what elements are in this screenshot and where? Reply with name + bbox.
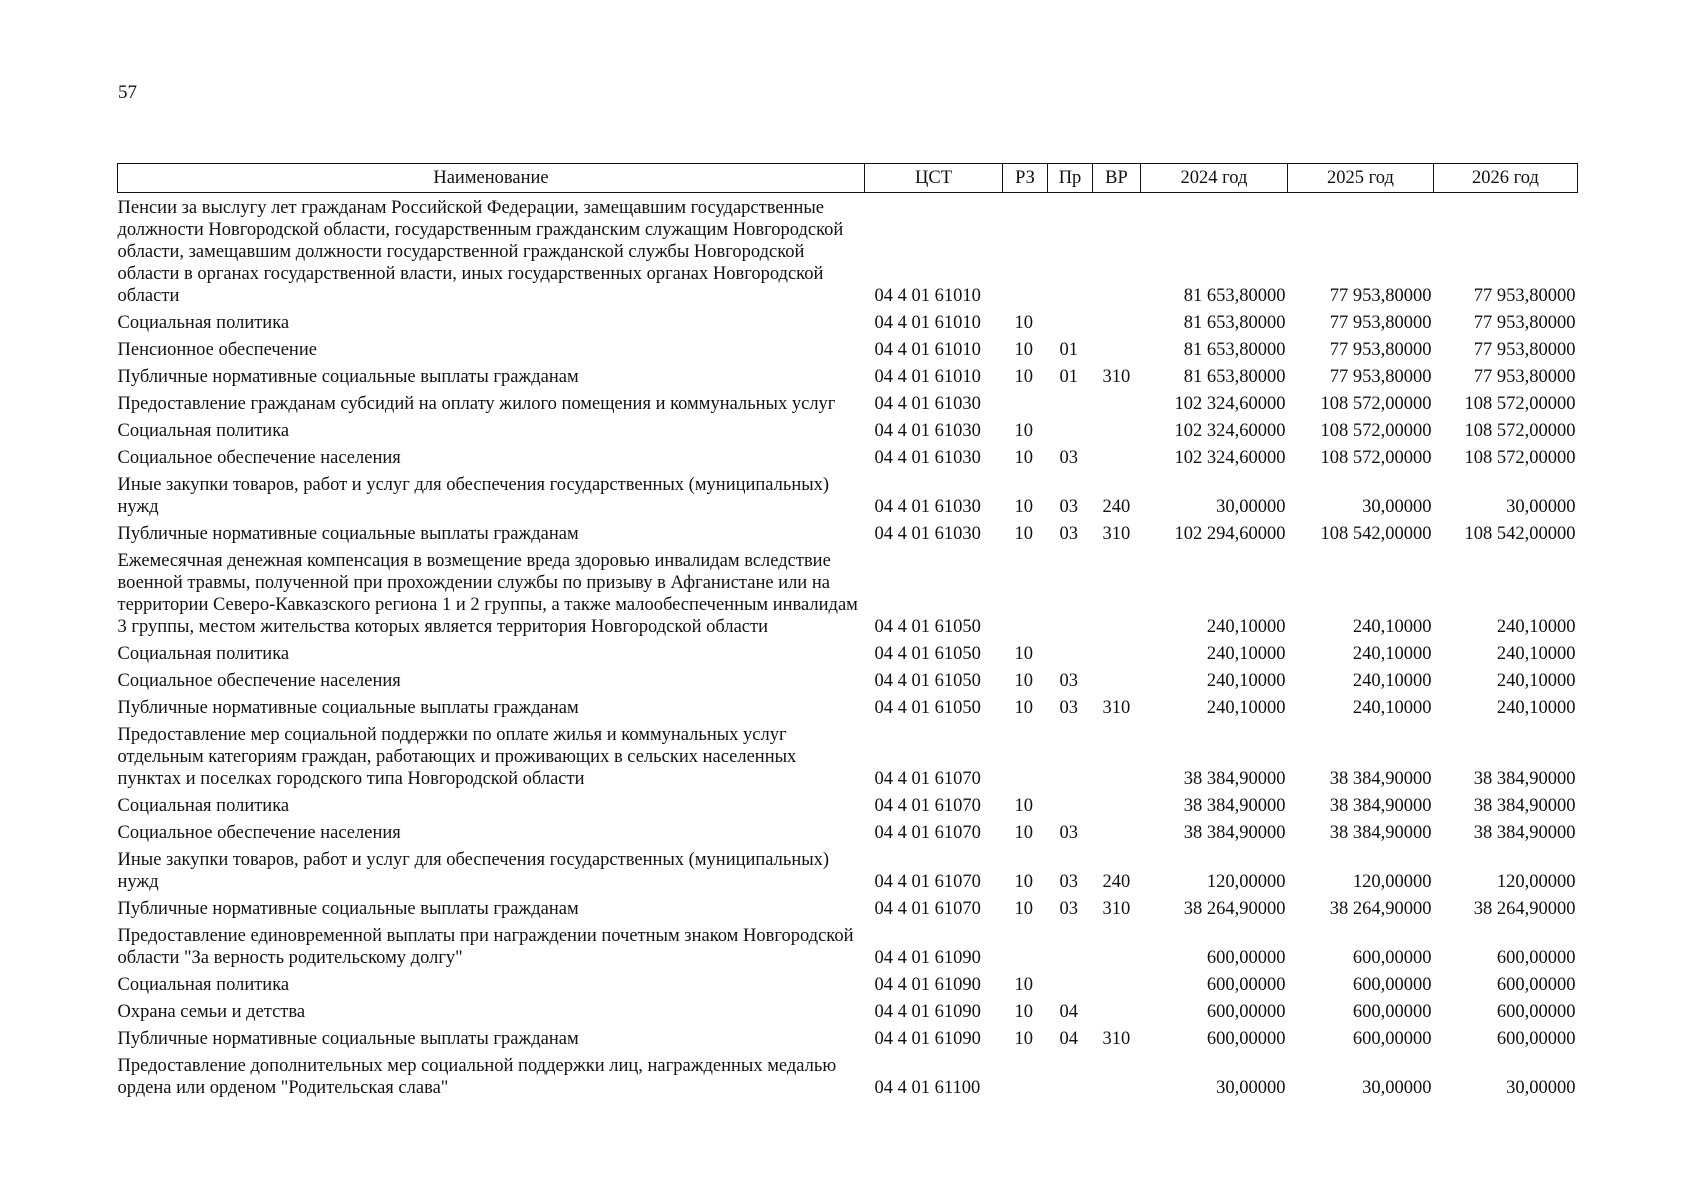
table-row bbox=[118, 520, 1578, 547]
row-rz: 10 bbox=[1014, 421, 1033, 441]
row-rz: 10 bbox=[1014, 872, 1033, 892]
row-value-2026: 38 264,90000 bbox=[1473, 899, 1576, 919]
table-row bbox=[118, 309, 1578, 336]
row-value-2025: 108 542,00000 bbox=[1320, 524, 1432, 544]
row-rz bbox=[1003, 922, 1048, 971]
row-value-2026: 77 953,80000 bbox=[1473, 313, 1576, 333]
row-vr bbox=[1093, 998, 1141, 1025]
row-value-2024: 81 653,80000 bbox=[1183, 313, 1286, 333]
row-name: Публичные нормативные социальные выплаты гражданам bbox=[117, 698, 579, 718]
row-cst: 04 4 01 61030 bbox=[874, 421, 981, 441]
row-rz bbox=[1003, 193, 1048, 310]
row-vr bbox=[1093, 819, 1141, 846]
row-cst: 04 4 01 61070 bbox=[874, 823, 981, 843]
table-row bbox=[118, 390, 1578, 417]
row-value-2024: 38 264,90000 bbox=[1183, 899, 1286, 919]
row-value-2025: 77 953,80000 bbox=[1329, 367, 1432, 387]
row-cst: 04 4 01 61050 bbox=[874, 617, 981, 637]
row-name: Социальная политика bbox=[117, 796, 290, 816]
row-pr: 03 bbox=[1059, 671, 1078, 691]
row-value-2025: 600,00000 bbox=[1352, 1029, 1432, 1049]
table-row bbox=[118, 363, 1578, 390]
row-rz bbox=[1003, 547, 1048, 640]
row-value-2026: 108 572,00000 bbox=[1464, 448, 1576, 468]
row-cst: 04 4 01 61070 bbox=[874, 899, 981, 919]
table-row bbox=[118, 193, 1578, 310]
row-cst: 04 4 01 61010 bbox=[874, 286, 981, 306]
row-value-2024: 38 384,90000 bbox=[1183, 769, 1286, 789]
row-cst: 04 4 01 61010 bbox=[874, 313, 981, 333]
header-2025: 2025 год bbox=[1288, 164, 1434, 193]
row-rz: 10 bbox=[1014, 975, 1033, 995]
row-rz: 10 bbox=[1014, 1029, 1033, 1049]
row-value-2026: 108 542,00000 bbox=[1464, 524, 1576, 544]
row-cst: 04 4 01 61030 bbox=[874, 524, 981, 544]
table-header bbox=[118, 164, 1578, 193]
row-name: Иные закупки товаров, работ и услуг для обеспечения государственных (муниципальных) нужд bbox=[117, 475, 830, 517]
row-value-2024: 81 653,80000 bbox=[1183, 286, 1286, 306]
row-value-2026: 30,00000 bbox=[1506, 497, 1576, 517]
row-pr: 03 bbox=[1059, 698, 1078, 718]
row-cst: 04 4 01 61030 bbox=[874, 497, 981, 517]
table-row bbox=[118, 444, 1578, 471]
row-value-2024: 81 653,80000 bbox=[1183, 367, 1286, 387]
row-pr: 03 bbox=[1059, 872, 1078, 892]
row-cst: 04 4 01 61070 bbox=[874, 872, 981, 892]
row-value-2026: 120,00000 bbox=[1496, 872, 1576, 892]
row-cst: 04 4 01 61090 bbox=[874, 1002, 981, 1022]
row-value-2026: 240,10000 bbox=[1496, 617, 1576, 637]
row-cst: 04 4 01 61100 bbox=[874, 1078, 981, 1098]
row-rz: 10 bbox=[1014, 313, 1033, 333]
row-value-2025: 240,10000 bbox=[1352, 698, 1432, 718]
table-row bbox=[118, 471, 1578, 520]
row-rz: 10 bbox=[1014, 796, 1033, 816]
row-pr: 04 bbox=[1059, 1002, 1078, 1022]
row-name: Предоставление дополнительных мер социальной поддержки лиц, награжденных медалью ордена или орденом "Родительская слава" bbox=[117, 1056, 837, 1098]
row-vr: 310 bbox=[1102, 899, 1131, 919]
row-value-2026: 77 953,80000 bbox=[1473, 340, 1576, 360]
row-value-2024: 120,00000 bbox=[1206, 872, 1286, 892]
row-value-2024: 38 384,90000 bbox=[1183, 796, 1286, 816]
header-cst: ЦСТ bbox=[865, 164, 1003, 193]
row-pr bbox=[1048, 922, 1093, 971]
row-name: Социальное обеспечение населения bbox=[117, 671, 401, 691]
row-cst: 04 4 01 61070 bbox=[874, 769, 981, 789]
table-row bbox=[118, 721, 1578, 792]
row-rz: 10 bbox=[1014, 448, 1033, 468]
row-vr bbox=[1093, 547, 1141, 640]
row-value-2025: 600,00000 bbox=[1352, 1002, 1432, 1022]
row-value-2025: 77 953,80000 bbox=[1329, 286, 1432, 306]
row-value-2025: 108 572,00000 bbox=[1320, 394, 1432, 414]
row-value-2025: 38 384,90000 bbox=[1329, 796, 1432, 816]
row-cst: 04 4 01 61050 bbox=[874, 698, 981, 718]
row-value-2025: 108 572,00000 bbox=[1320, 421, 1432, 441]
row-vr bbox=[1093, 721, 1141, 792]
row-cst: 04 4 01 61030 bbox=[874, 394, 981, 414]
row-cst: 04 4 01 61010 bbox=[874, 340, 981, 360]
row-value-2026: 30,00000 bbox=[1506, 1078, 1576, 1098]
row-rz: 10 bbox=[1014, 671, 1033, 691]
row-cst: 04 4 01 61050 bbox=[874, 671, 981, 691]
row-value-2026: 600,00000 bbox=[1496, 1002, 1576, 1022]
table-row bbox=[118, 998, 1578, 1025]
row-cst: 04 4 01 61090 bbox=[874, 975, 981, 995]
row-pr bbox=[1048, 390, 1093, 417]
row-cst: 04 4 01 61050 bbox=[874, 644, 981, 664]
row-pr: 01 bbox=[1059, 367, 1078, 387]
row-value-2026: 600,00000 bbox=[1496, 948, 1576, 968]
table-row bbox=[118, 895, 1578, 922]
table-row bbox=[118, 417, 1578, 444]
row-name: Социальная политика bbox=[117, 421, 290, 441]
row-rz bbox=[1003, 390, 1048, 417]
row-name: Публичные нормативные социальные выплаты гражданам bbox=[117, 367, 579, 387]
row-value-2025: 77 953,80000 bbox=[1329, 313, 1432, 333]
row-pr bbox=[1048, 640, 1093, 667]
row-value-2026: 38 384,90000 bbox=[1473, 823, 1576, 843]
row-vr bbox=[1093, 444, 1141, 471]
row-name: Социальная политика bbox=[117, 975, 290, 995]
header-vr: ВР bbox=[1093, 164, 1141, 193]
row-value-2025: 30,00000 bbox=[1362, 497, 1432, 517]
row-name: Социальное обеспечение населения bbox=[117, 823, 401, 843]
row-value-2026: 600,00000 bbox=[1496, 975, 1576, 995]
header-pr: Пр bbox=[1048, 164, 1093, 193]
row-pr: 03 bbox=[1059, 448, 1078, 468]
row-rz: 10 bbox=[1014, 899, 1033, 919]
row-pr bbox=[1048, 971, 1093, 998]
row-name: Социальная политика bbox=[117, 313, 290, 333]
row-rz: 10 bbox=[1014, 497, 1033, 517]
row-value-2024: 102 324,60000 bbox=[1174, 394, 1286, 414]
row-pr: 03 bbox=[1059, 524, 1078, 544]
row-name: Предоставление гражданам субсидий на оплату жилого помещения и коммунальных услуг bbox=[117, 394, 836, 414]
row-pr: 03 bbox=[1059, 497, 1078, 517]
row-value-2025: 30,00000 bbox=[1362, 1078, 1432, 1098]
row-pr bbox=[1048, 309, 1093, 336]
row-vr bbox=[1093, 390, 1141, 417]
row-value-2024: 81 653,80000 bbox=[1183, 340, 1286, 360]
row-vr bbox=[1093, 922, 1141, 971]
row-value-2025: 120,00000 bbox=[1352, 872, 1432, 892]
table-body bbox=[118, 193, 1578, 1102]
row-vr bbox=[1093, 193, 1141, 310]
row-value-2025: 600,00000 bbox=[1352, 948, 1432, 968]
row-value-2024: 240,10000 bbox=[1206, 671, 1286, 691]
row-pr: 03 bbox=[1059, 823, 1078, 843]
row-value-2024: 600,00000 bbox=[1206, 1029, 1286, 1049]
table-row bbox=[118, 336, 1578, 363]
row-value-2025: 38 384,90000 bbox=[1329, 769, 1432, 789]
row-value-2026: 240,10000 bbox=[1496, 671, 1576, 691]
row-rz: 10 bbox=[1014, 367, 1033, 387]
row-value-2024: 30,00000 bbox=[1216, 1078, 1286, 1098]
row-cst: 04 4 01 61090 bbox=[874, 1029, 981, 1049]
row-pr bbox=[1048, 792, 1093, 819]
row-vr: 240 bbox=[1102, 497, 1131, 517]
row-name: Социальная политика bbox=[117, 644, 290, 664]
row-value-2025: 240,10000 bbox=[1352, 644, 1432, 664]
budget-table bbox=[117, 163, 1578, 1101]
table-row bbox=[118, 694, 1578, 721]
row-vr bbox=[1093, 336, 1141, 363]
row-rz bbox=[1003, 1052, 1048, 1101]
row-value-2024: 600,00000 bbox=[1206, 948, 1286, 968]
row-value-2025: 240,10000 bbox=[1352, 671, 1432, 691]
row-pr bbox=[1048, 721, 1093, 792]
row-vr bbox=[1093, 792, 1141, 819]
row-name: Предоставление мер социальной поддержки по оплате жилья и коммунальных услуг отдельным категориям граждан, работающих и проживающих в сельских населенных пунктах и поселках городского типа Новгородской области bbox=[117, 725, 797, 789]
row-rz: 10 bbox=[1014, 524, 1033, 544]
row-vr: 310 bbox=[1102, 698, 1131, 718]
row-value-2025: 108 572,00000 bbox=[1320, 448, 1432, 468]
row-value-2026: 108 572,00000 bbox=[1464, 421, 1576, 441]
row-value-2026: 77 953,80000 bbox=[1473, 367, 1576, 387]
row-value-2026: 38 384,90000 bbox=[1473, 769, 1576, 789]
row-vr bbox=[1093, 640, 1141, 667]
page-number: 57 bbox=[118, 82, 137, 103]
row-value-2026: 108 572,00000 bbox=[1464, 394, 1576, 414]
row-name: Публичные нормативные социальные выплаты гражданам bbox=[117, 1029, 579, 1049]
row-pr bbox=[1048, 1052, 1093, 1101]
row-pr: 03 bbox=[1059, 899, 1078, 919]
row-value-2025: 38 264,90000 bbox=[1329, 899, 1432, 919]
row-value-2024: 38 384,90000 bbox=[1183, 823, 1286, 843]
row-name: Иные закупки товаров, работ и услуг для обеспечения государственных (муниципальных) нужд bbox=[117, 850, 830, 892]
table-row bbox=[118, 640, 1578, 667]
row-value-2026: 600,00000 bbox=[1496, 1029, 1576, 1049]
row-name: Публичные нормативные социальные выплаты гражданам bbox=[117, 899, 579, 919]
row-value-2024: 600,00000 bbox=[1206, 1002, 1286, 1022]
table-row bbox=[118, 792, 1578, 819]
row-value-2024: 102 324,60000 bbox=[1174, 421, 1286, 441]
row-name: Публичные нормативные социальные выплаты гражданам bbox=[117, 524, 579, 544]
row-value-2026: 38 384,90000 bbox=[1473, 796, 1576, 816]
row-cst: 04 4 01 61010 bbox=[874, 367, 981, 387]
header-2024: 2024 год bbox=[1141, 164, 1288, 193]
row-pr bbox=[1048, 547, 1093, 640]
row-rz: 10 bbox=[1014, 823, 1033, 843]
row-pr bbox=[1048, 193, 1093, 310]
row-name: Ежемесячная денежная компенсация в возмещение вреда здоровью инвалидам вследствие военной травмы, полученной при прохождении службы по призыву в Афганистане или на территории Северо-Кавказского региона 1 и 2 группы, а также малообеспеченным инвалидам 3 группы, местом жительства которых является территория Новгородской области bbox=[117, 551, 858, 637]
row-cst: 04 4 01 61090 bbox=[874, 948, 981, 968]
row-vr bbox=[1093, 971, 1141, 998]
row-vr bbox=[1093, 1052, 1141, 1101]
row-rz: 10 bbox=[1014, 340, 1033, 360]
header-rz: РЗ bbox=[1003, 164, 1048, 193]
row-vr: 310 bbox=[1102, 367, 1131, 387]
table-row bbox=[118, 971, 1578, 998]
row-name: Пенсии за выслугу лет гражданам Российской Федерации, замещавшим государственные должности Новгородской области, государственным гражданским служащим Новгородской области, замещавшим должности государственной гражданской службы Новгородской области в органах государственной власти, иных государственных органах Новгородской области bbox=[117, 198, 844, 306]
row-vr: 240 bbox=[1102, 872, 1131, 892]
row-value-2026: 240,10000 bbox=[1496, 698, 1576, 718]
row-cst: 04 4 01 61030 bbox=[874, 448, 981, 468]
row-rz: 10 bbox=[1014, 698, 1033, 718]
row-rz: 10 bbox=[1014, 1002, 1033, 1022]
row-value-2024: 102 324,60000 bbox=[1174, 448, 1286, 468]
row-rz: 10 bbox=[1014, 644, 1033, 664]
row-value-2025: 240,10000 bbox=[1352, 617, 1432, 637]
table-row bbox=[118, 922, 1578, 971]
table-row bbox=[118, 846, 1578, 895]
table-row bbox=[118, 667, 1578, 694]
row-value-2024: 240,10000 bbox=[1206, 698, 1286, 718]
row-name: Охрана семьи и детства bbox=[117, 1002, 306, 1022]
row-name: Социальное обеспечение населения bbox=[117, 448, 401, 468]
row-name: Пенсионное обеспечение bbox=[117, 340, 317, 360]
row-cst: 04 4 01 61070 bbox=[874, 796, 981, 816]
row-vr: 310 bbox=[1102, 1029, 1131, 1049]
row-value-2024: 240,10000 bbox=[1206, 644, 1286, 664]
row-value-2026: 77 953,80000 bbox=[1473, 286, 1576, 306]
row-vr: 310 bbox=[1102, 524, 1131, 544]
row-vr bbox=[1093, 309, 1141, 336]
table-row bbox=[118, 1025, 1578, 1052]
header-2026: 2026 год bbox=[1434, 164, 1578, 193]
row-value-2024: 600,00000 bbox=[1206, 975, 1286, 995]
row-pr bbox=[1048, 417, 1093, 444]
table-row bbox=[118, 1052, 1578, 1101]
table-row bbox=[118, 547, 1578, 640]
header-name: Наименование bbox=[118, 164, 865, 193]
row-name: Предоставление единовременной выплаты при награждении почетным знаком Новгородской области "За верность родительскому долгу" bbox=[117, 926, 854, 968]
row-value-2025: 38 384,90000 bbox=[1329, 823, 1432, 843]
row-value-2024: 30,00000 bbox=[1216, 497, 1286, 517]
row-value-2026: 240,10000 bbox=[1496, 644, 1576, 664]
row-pr: 01 bbox=[1059, 340, 1078, 360]
row-value-2025: 77 953,80000 bbox=[1329, 340, 1432, 360]
row-value-2024: 240,10000 bbox=[1206, 617, 1286, 637]
row-vr bbox=[1093, 417, 1141, 444]
row-vr bbox=[1093, 667, 1141, 694]
row-value-2025: 600,00000 bbox=[1352, 975, 1432, 995]
row-value-2024: 102 294,60000 bbox=[1174, 524, 1286, 544]
table-row bbox=[118, 819, 1578, 846]
row-pr: 04 bbox=[1059, 1029, 1078, 1049]
row-rz bbox=[1003, 721, 1048, 792]
